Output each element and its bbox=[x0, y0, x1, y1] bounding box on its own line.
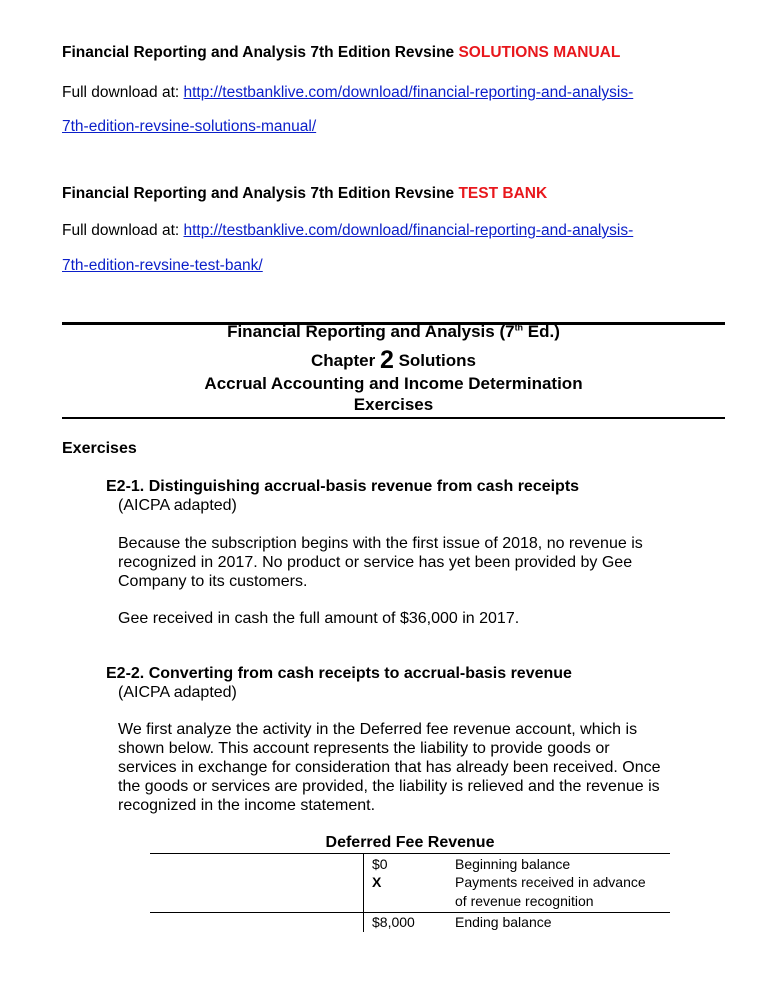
book-title-sup: th bbox=[514, 322, 524, 333]
e2-2-line2: shown below. This account represents the liability to provide goods or bbox=[118, 740, 610, 757]
e2-1-source: (AICPA adapted) bbox=[118, 497, 237, 514]
solutions-download-link[interactable]: http://testbanklive.com/download/financial-reporting-and-analysis- bbox=[183, 84, 634, 101]
t-row-desc: of revenue recognition bbox=[455, 893, 594, 909]
e2-1-p1-line3: Company to its customers. bbox=[118, 573, 308, 590]
e2-2-line3: services in exchange for consideration that has already been received. Once bbox=[118, 759, 661, 776]
e2-2-line5: recognized in the income statement. bbox=[118, 797, 376, 814]
t-account-balance-line bbox=[150, 912, 670, 913]
testbank-download-line-2 bbox=[62, 257, 263, 275]
t-row-desc: Beginning balance bbox=[455, 856, 571, 872]
testbank-title-text: Financial Reporting and Analysis 7th Edition Revsine bbox=[62, 185, 459, 202]
chapter-suffix: Solutions bbox=[393, 351, 477, 370]
bottom-rule bbox=[62, 417, 725, 419]
t-row-desc: Payments received in advance bbox=[455, 874, 646, 890]
e2-1-paragraph-1 bbox=[118, 534, 728, 591]
testbank-download-link-cont[interactable]: 7th-edition-revsine-test-bank/ bbox=[62, 257, 263, 274]
book-title-post: Ed.) bbox=[523, 322, 560, 341]
t-row-amount: $8,000 bbox=[372, 914, 415, 930]
t-row-amount: $0 bbox=[372, 856, 388, 872]
e2-1-p1-line1: Because the subscription begins with the first issue of 2018, no revenue is bbox=[118, 535, 643, 552]
testbank-download-link[interactable]: http://testbanklive.com/download/financial-reporting-and-analysis- bbox=[183, 222, 634, 239]
chapter-label: Chapter bbox=[310, 351, 380, 370]
test-bank-tag: TEST BANK bbox=[458, 185, 548, 202]
full-download-label: Full download at: bbox=[62, 84, 184, 101]
t-row-desc: Ending balance bbox=[455, 914, 552, 930]
solutions-download-line bbox=[62, 84, 633, 102]
e2-2-line1: We first analyze the activity in the Deferred fee revenue account, which is bbox=[118, 721, 638, 738]
solutions-title-text: Financial Reporting and Analysis 7th Edition Revsine bbox=[62, 44, 459, 61]
chapter-subtitle: Accrual Accounting and Income Determination bbox=[204, 374, 583, 393]
t-account-top-line bbox=[150, 853, 670, 854]
full-download-label-2: Full download at: bbox=[62, 222, 184, 239]
e2-1-heading: E2-1. Distinguishing accrual-basis revenue from cash receipts bbox=[106, 478, 580, 495]
t-account-divider bbox=[363, 853, 364, 932]
e2-1-paragraph-2: Gee received in cash the full amount of $36,000 in 2017. bbox=[118, 610, 520, 627]
solutions-manual-title bbox=[62, 44, 620, 62]
test-bank-title bbox=[62, 185, 547, 203]
chapter-number: 2 bbox=[379, 346, 394, 374]
e2-2-source: (AICPA adapted) bbox=[118, 684, 237, 701]
book-title bbox=[62, 322, 725, 342]
e2-2-paragraph bbox=[118, 720, 728, 815]
section-title: Exercises bbox=[353, 395, 434, 414]
e2-1-p1-line2: recognized in 2017. No product or service has yet been provided by Gee bbox=[118, 554, 633, 571]
testbank-download-line bbox=[62, 222, 633, 240]
solutions-download-link-cont[interactable]: 7th-edition-revsine-solutions-manual/ bbox=[62, 118, 317, 135]
solutions-download-line-2 bbox=[62, 118, 316, 136]
e2-2-heading: E2-2. Converting from cash receipts to accrual-basis revenue bbox=[106, 665, 572, 682]
exercises-heading: Exercises bbox=[62, 440, 137, 457]
e2-2-line4: the goods or services are provided, the liability is relieved and the revenue is bbox=[118, 778, 660, 795]
t-account-title: Deferred Fee Revenue bbox=[325, 834, 495, 851]
chapter-heading bbox=[62, 346, 725, 375]
t-row-amount: X bbox=[372, 874, 382, 890]
book-title-pre: Financial Reporting and Analysis (7 bbox=[227, 322, 515, 341]
solutions-manual-tag: SOLUTIONS MANUAL bbox=[458, 44, 621, 61]
